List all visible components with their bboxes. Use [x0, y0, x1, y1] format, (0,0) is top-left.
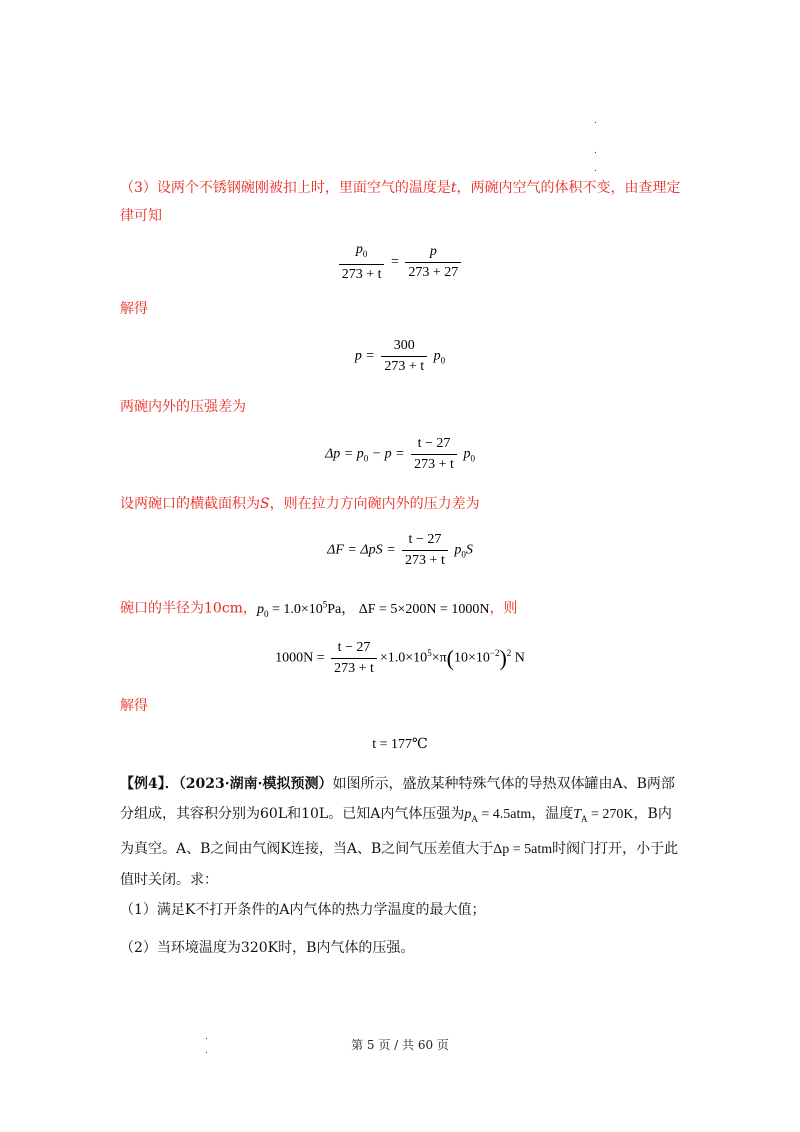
corner-dot: .	[594, 116, 597, 126]
question-1: （1）满足K不打开条件的A内气体的热力学温度的最大值；	[120, 902, 486, 918]
fraction: $\frac{p_0}{273 + t}$	[339, 242, 385, 283]
corner-dot: .	[594, 146, 597, 156]
equation-pressure: p = $\frac{300}{273 + t}$ $p_0$	[354, 338, 446, 374]
example-tag: 【例4】．	[120, 776, 179, 792]
question-2: （2）当环境温度为320K时，B内气体的压强。	[120, 940, 415, 956]
equation-force-diff: ΔF = ΔpS = $\frac{t - 27}{273 + t}$ $p_0S$	[327, 532, 473, 568]
equation-charles-law: $\frac{p_0}{273 + t}$ = $\frac{p}{273 + 27}$	[0, 242, 800, 283]
area-label: 设两碗口的横截面积为S，则在拉力方向碗内外的压力差为	[120, 496, 480, 512]
solution-intro: （3）设两个不锈钢碗刚被扣上时，里面空气的温度是t，两碗内空气的体积不变，由查理定律可知	[120, 180, 681, 224]
equation-result: t = 177℃	[372, 737, 428, 752]
fraction: $\frac{t - 27}{273 + t}$	[331, 640, 377, 677]
corner-dot: .	[594, 164, 597, 174]
solve-label: 解得	[120, 301, 148, 317]
given-values: 碗口的半径为10cm，$p_0 = 1.0\times 10^5Pa$， ΔF = 5×200N = 1000N，则	[120, 599, 518, 619]
fraction: $\frac{300}{273 + t}$	[381, 338, 427, 375]
pressure-diff-label: 两碗内外的压强差为	[120, 399, 246, 415]
equation-solve-temperature: 1000N = $\frac{t - 27}{273 + t}$ $\times 1.0\times 10^5\times\pi(10\times 10^{-2})^2$ N	[275, 640, 525, 676]
solve-label: 解得	[120, 698, 148, 714]
example-source: （2023·湖南·模拟预测）	[178, 776, 333, 792]
example-4-problem: 【例4】．（2023·湖南·模拟预测）如图所示，盛放某种特殊气体的导热双体罐由A、B两部分组成，其容积分别为60L和10L。已知A内气体压强为$p_A = 4.5atm$，温度$T_A = 270K$，B内为真空。A、B之间由气阀K连接，当A、B之间气压差值大于Δp = 5atm时阀门打开，小于此值时关闭。求：	[120, 776, 679, 888]
fraction: $\frac{t - 27}{273 + t}$	[411, 436, 457, 473]
page-footer: 第 5 页 / 共 60 页	[351, 1038, 449, 1052]
fraction: $\frac{t - 27}{273 + t}$	[402, 532, 448, 569]
equation-pressure-diff: $\Delta p = p_0 - p$ = $\frac{t - 27}{273 + t}$ $p_0$	[325, 436, 475, 472]
corner-dot: .	[205, 1032, 208, 1042]
corner-dot: .	[205, 1046, 208, 1056]
fraction: $\frac{p}{273 + 27}$	[405, 244, 461, 281]
